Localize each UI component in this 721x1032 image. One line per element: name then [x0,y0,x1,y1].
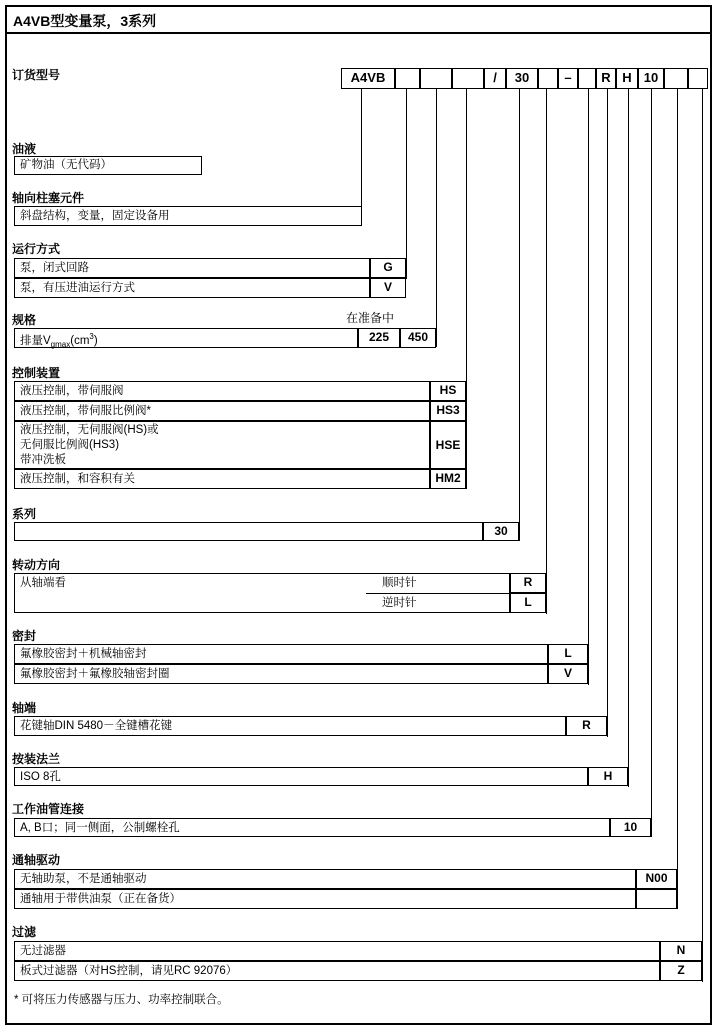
control-text: 液压控制，无伺服阀(HS)或 [20,424,159,436]
code-cell: V [548,664,588,684]
filter-text: 无过滤器 [20,945,66,957]
code-cell: V [370,278,406,298]
code-cell: 10 [610,818,651,837]
code-cell: 450 [400,328,436,348]
order-code-cell [538,68,558,89]
control-heading: 控制装置 [12,366,61,380]
order-code-cell: – [558,68,578,89]
connector-line [651,89,652,837]
flange-row [14,767,588,786]
code-cell: 225 [358,328,400,348]
order-code-cell: R [596,68,616,89]
filter-row [14,941,660,961]
fluid-text: 矿物油（无代码） [20,159,112,171]
order-code-label: 订货型号 [12,68,61,82]
series-heading: 系列 [12,507,37,521]
connector-line [702,89,703,982]
seal-text: 氟橡胶密封＋氟橡胶轴密封圈 [20,668,170,680]
code-cell: R [566,716,607,736]
code-cell: L [510,593,546,613]
footnote: * 可将压力传感器与压力、功率控制联合。 [14,994,229,1006]
order-code-cell: / [484,68,506,89]
size-heading: 规格 [12,313,37,327]
control-text: 无伺服比例阀(HS3) [20,439,120,451]
code-cell: N [660,941,702,961]
operation-text: 泵，有压进油运行方式 [20,282,135,294]
code-cell: Z [660,961,702,981]
code-cell: H [588,767,628,786]
axial-heading: 轴向柱塞元件 [12,191,85,205]
through-text: 无轴助泵，不是通轴驱动 [20,873,147,885]
rotation-option: 逆时针 [382,597,417,609]
through-text: 通轴用于带供油泵（正在备货） [20,893,181,905]
order-code-cell [420,68,452,89]
order-code-cell [688,68,708,89]
code-cell: 30 [483,522,519,541]
code-cell: HSE [430,421,466,469]
code-cell: HS [430,381,466,401]
control-text: 液压控制，带伺服比例阀* [20,405,151,417]
code-cell: G [370,258,406,278]
ports-text: A, B口；同一侧面，公制螺栓孔 [20,822,180,834]
order-code-cell: A4VB [341,68,395,89]
connector-line [406,89,407,279]
page-title: A4VB型变量泵，3系列 [5,5,712,34]
order-code-cell: 10 [638,68,664,89]
order-code-cell: H [616,68,638,89]
control-text: 带冲洗板 [20,454,66,466]
shaft-heading: 轴端 [12,701,37,715]
flange-heading: 按装法兰 [12,752,61,766]
code-cell: R [510,573,546,593]
filter-heading: 过滤 [12,925,37,939]
size-text: 排量$V_{gmax}(cm^3)$ [20,332,98,350]
code-cell: N00 [636,869,677,889]
seal-text: 氟橡胶密封＋机械轴密封 [20,648,147,660]
connector-line [546,89,547,614]
through-heading: 通轴驱动 [12,853,61,867]
connector-line [607,89,608,737]
code-cell: L [548,644,588,664]
axial-text: 斜盘结构，变量，固定设备用 [20,210,170,222]
size-note: 在准备中 [346,311,395,325]
order-code-cell [578,68,596,89]
operation-text: 泵，闭式回路 [20,262,89,274]
connector-line [361,89,362,225]
order-code-cell: 30 [506,68,538,89]
seal-heading: 密封 [12,629,37,643]
rotation-heading: 转动方向 [12,558,61,572]
divider [366,593,510,594]
control-text: 液压控制，带伺服阀 [20,385,124,397]
flange-text: ISO 8孔 [20,771,61,783]
operation-heading: 运行方式 [12,242,61,256]
connector-line [628,89,629,787]
rotation-text: 从轴端看 [20,577,66,589]
order-code-cell [664,68,688,89]
code-cell: HM2 [430,469,466,489]
order-code-cell [452,68,484,89]
connector-line [519,89,520,541]
connector-line [588,89,589,685]
series-row [14,522,483,541]
shaft-text: 花键轴DIN 5480－全键槽花键 [20,720,173,732]
code-cell: HS3 [430,401,466,421]
connector-line [436,89,437,347]
order-code-cell [395,68,420,89]
code-cell [636,889,677,909]
filter-text: 板式过滤器（对HS控制，请见RC 92076） [20,965,238,977]
connector-line [466,89,467,489]
rotation-option: 顺时针 [382,577,417,589]
control-text: 液压控制，和容积有关 [20,473,135,485]
ports-heading: 工作油管连接 [12,802,85,816]
fluid-heading: 油液 [12,142,37,156]
connector-line [677,89,678,909]
